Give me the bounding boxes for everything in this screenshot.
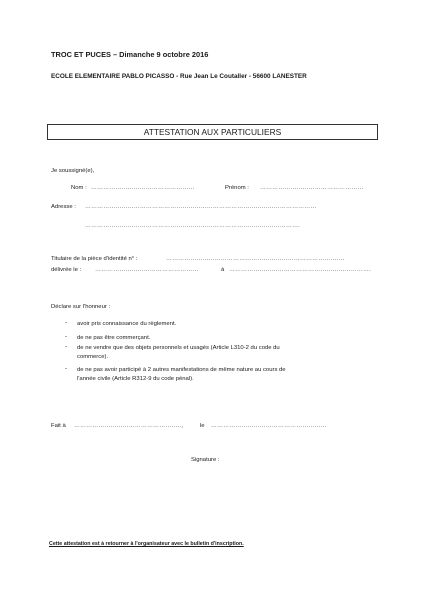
titulaire-field[interactable]: ……………………………………………………………………………. xyxy=(166,256,345,262)
titulaire-label: Titulaire de la pièce d'identité n° : xyxy=(51,256,138,262)
delivree-label: délivrée le : xyxy=(51,267,82,273)
declaration-item: de ne pas avoir participé à 2 autres manifestations de même nature au cours de xyxy=(77,367,286,373)
bullet-dash: - xyxy=(65,334,67,340)
nom-field[interactable]: …………………………………………… xyxy=(91,185,195,191)
venue-heading: ECOLE ELEMENTAIRE PABLO PICASSO - Rue Jean Le Coutaller - 56600 LANESTER xyxy=(51,73,307,80)
intro-text: Je soussigné(e), xyxy=(51,168,95,174)
declaration-item: de ne vendre que des objets personnels et usagés (Article L310-2 du code du xyxy=(77,345,280,351)
nom-label: Nom : xyxy=(71,185,87,191)
fait-field[interactable]: …………………………………………….., xyxy=(74,423,184,429)
adresse-label: Adresse : xyxy=(51,204,76,210)
declaration-item-cont: l'année civile (Article R312-9 du code pénal). xyxy=(77,376,194,382)
a-field[interactable]: ……………………………………………………………. xyxy=(229,267,371,273)
signature-label: Signature : xyxy=(191,457,220,463)
prenom-field[interactable]: …………………………………………… xyxy=(260,185,364,191)
adresse-field[interactable]: …………………………………………………………………………………………………… xyxy=(85,204,317,210)
declaration-item: de ne pas être commerçant. xyxy=(77,335,151,341)
bullet-dash: - xyxy=(65,344,67,350)
declare-text: Déclare sur l'honneur : xyxy=(51,304,111,310)
le-field[interactable]: ………………………………………………… xyxy=(211,423,327,429)
footer-note: Cette attestation est à retourner à l'organisateur avec le bulletin d'inscription. xyxy=(49,541,244,547)
event-heading: TROC ET PUCES – Dimanche 9 octobre 2016 xyxy=(51,50,209,59)
le-label: le xyxy=(200,423,205,429)
declaration-item: avoir pris connaissance du règlement. xyxy=(77,321,177,327)
bullet-dash: - xyxy=(65,366,67,372)
adresse-field-line2[interactable]: ……………………………………………………………………………………………. xyxy=(85,223,301,229)
document-title-box xyxy=(47,124,378,140)
document-title: ATTESTATION AUX PARTICULIERS xyxy=(143,127,282,137)
prenom-label: Prénom : xyxy=(225,185,249,191)
a-label: à xyxy=(221,267,225,273)
declaration-item-cont: commerce). xyxy=(77,354,109,360)
fait-label: Fait à xyxy=(51,423,66,429)
bullet-dash: - xyxy=(65,320,67,326)
delivree-field[interactable]: …………………………………………… xyxy=(95,267,199,273)
